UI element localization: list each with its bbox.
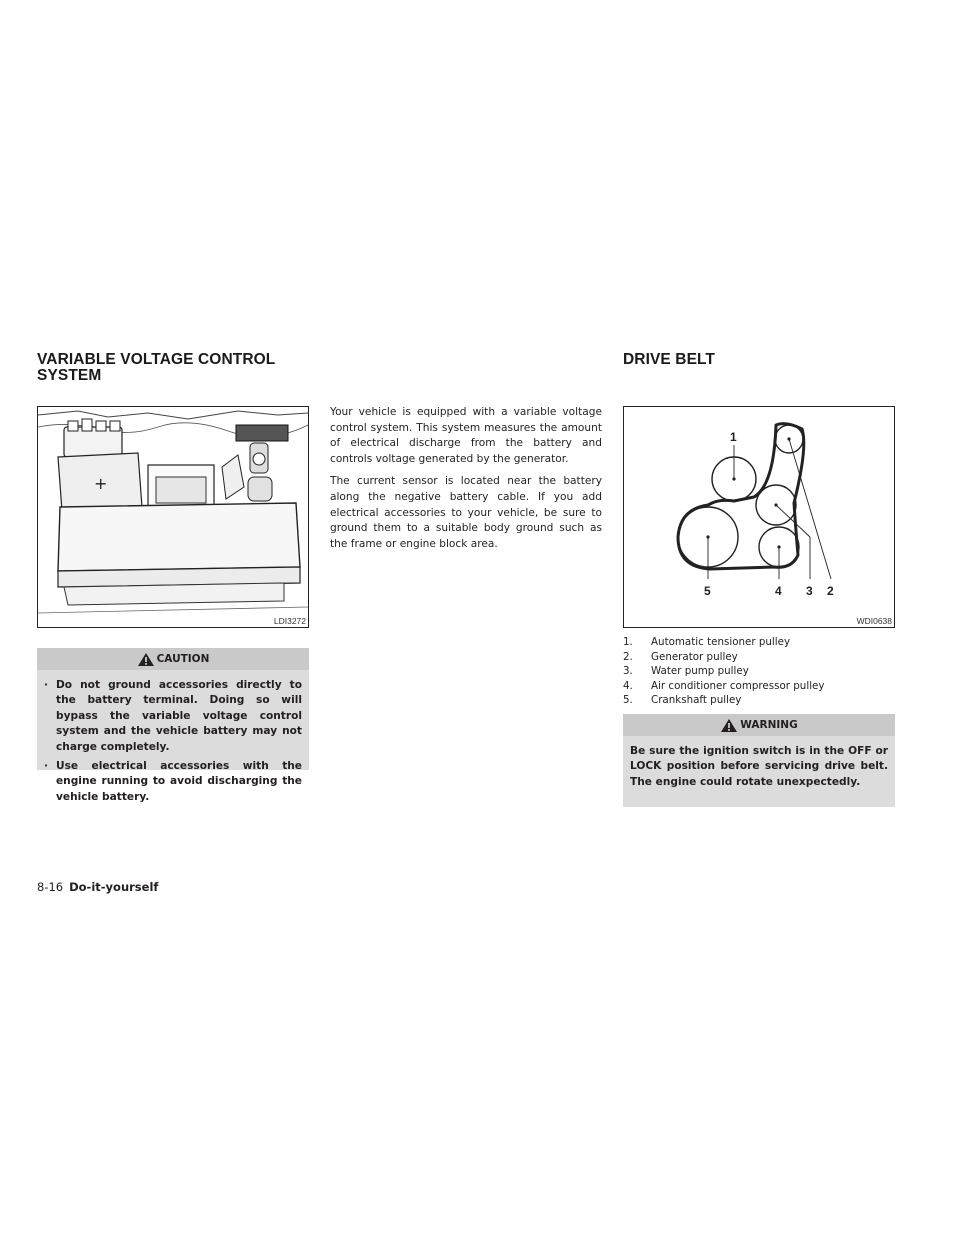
list-item: 5. Crankshaft pulley: [623, 694, 742, 707]
drive-belt-diagram: [624, 407, 894, 627]
warning-box: [623, 714, 895, 807]
list-item: 4. Air conditioner compressor pulley: [623, 679, 825, 692]
list-item: 3. Water pump pulley: [623, 665, 749, 678]
paragraph: Your vehicle is equipped with a variable voltage control system. This system measures the amount of electrical discharge from the battery and controls voltage generated by the generator.: [330, 406, 602, 465]
section-title-drive-belt: DRIVE BELT: [623, 351, 715, 368]
paragraph: The current sensor is located near the battery along the negative battery cable. If you add electrical accessories to your vehicle, be sure to ground them to a suitable body ground such as the frame or engine block area.: [330, 475, 602, 550]
caution-bullet-text: Use electrical accessories with the engine running to avoid discharging the vehicle battery.: [56, 760, 302, 803]
warning-triangle-icon: [137, 652, 155, 667]
section-title-variable-voltage: [37, 352, 275, 384]
diagram-label-5: 5: [704, 584, 711, 598]
page-number: 8-16: [37, 880, 64, 894]
svg-text:+: +: [94, 474, 108, 493]
bullet-dot-icon: ·: [44, 760, 49, 773]
list-item: 2. Generator pulley: [623, 650, 738, 663]
diagram-label-2: 2: [827, 584, 834, 598]
section-title-line1: VARIABLE VOLTAGE CONTROL: [37, 351, 276, 368]
diagram-label-4: 4: [775, 584, 782, 598]
warning-body: Be sure the ignition switch is in the OFF or LOCK position before servicing drive belt. The engine could rotate unexpectedly.: [630, 745, 888, 788]
warning-triangle-icon: [720, 718, 738, 733]
diagram-label-3: 3: [806, 584, 813, 598]
caution-body: [37, 670, 309, 817]
caution-bullet-text: Do not ground accessories directly to the battery terminal. Doing so will bypass the variable voltage control system and the vehicle battery may not charge completely.: [56, 679, 302, 753]
figure-code: WDI0638: [856, 616, 892, 626]
caution-bullet: [44, 678, 302, 755]
chapter-title: Do-it-yourself: [69, 880, 159, 894]
caution-box: [37, 648, 309, 803]
section-title-line2: SYSTEM: [37, 367, 102, 384]
caution-bullet: [44, 759, 302, 805]
battery-figure: [37, 406, 309, 628]
list-item: 1. Automatic tensioner pulley: [623, 636, 791, 648]
page-footer: [37, 880, 158, 894]
caution-heading: CAUTION: [156, 653, 210, 665]
caution-header: [37, 648, 309, 670]
vvc-description: [330, 405, 602, 559]
battery-illustration: [38, 407, 308, 627]
diagram-label-1: 1: [730, 430, 737, 444]
figure-code: LDI3272: [273, 616, 306, 626]
warning-header: [623, 714, 895, 736]
warning-heading: WARNING: [740, 719, 798, 731]
bullet-dot-icon: ·: [44, 679, 49, 691]
drive-belt-figure: [623, 406, 895, 628]
pulley-legend: [623, 635, 895, 708]
